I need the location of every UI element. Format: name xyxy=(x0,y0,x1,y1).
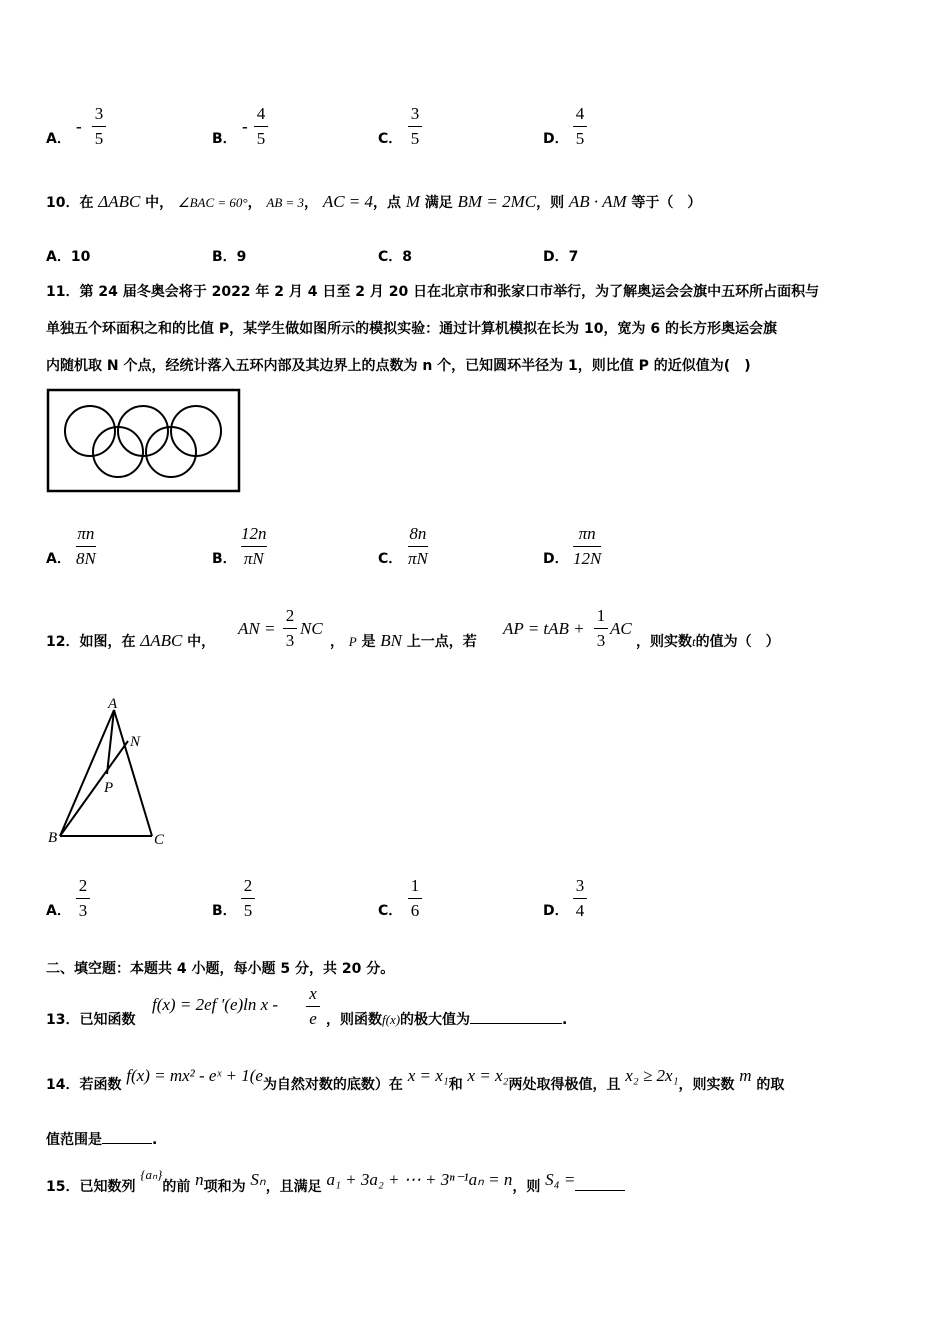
q11-option-a-label: A． xyxy=(46,551,71,567)
q14-answer-blank[interactable] xyxy=(102,1143,152,1144)
q15-answer-blank[interactable] xyxy=(575,1190,625,1191)
q12-option-b-label: B． xyxy=(212,903,237,919)
q11-option-b-label: B． xyxy=(212,551,237,567)
q12-option-c-fraction: 1 6 xyxy=(408,876,422,921)
q13-answer-blank[interactable] xyxy=(470,1023,562,1024)
side-ac xyxy=(114,710,152,836)
q9-option-c-label: C． xyxy=(378,131,403,147)
q9-option-a-label: A． xyxy=(46,131,71,147)
q12-cond1-rhs: NC xyxy=(300,619,323,638)
q9-option-c-fraction: 3 5 xyxy=(408,104,422,149)
q12-cond1-fraction: 2 3 xyxy=(283,606,297,651)
q11-option-c-fraction: 8n πN xyxy=(408,524,428,568)
q12-middle-text: ， P 是 BN 上一点，若 xyxy=(330,631,477,650)
q9-option-b-sign: - xyxy=(242,117,248,136)
q10-option-b: B．9 xyxy=(212,249,247,265)
vertex-c-label: C xyxy=(154,832,165,848)
section-2-heading: 二、填空题：本题共 4 小题，每小题 5 分，共 20 分。 xyxy=(46,961,395,977)
q10-option-a: A．10 xyxy=(46,249,91,265)
q12-option-d-label: D． xyxy=(543,903,569,919)
vertex-b-label: B xyxy=(48,830,58,846)
q9-option-b-fraction: 4 5 xyxy=(254,104,268,149)
q12-option-b-fraction: 2 5 xyxy=(241,876,255,921)
q9-option-a-sign: - xyxy=(76,117,82,136)
q12-option-c-label: C． xyxy=(378,903,403,919)
point-n-label: N xyxy=(130,734,141,750)
triangle-figure xyxy=(46,694,176,848)
q11-line-1: 11．第 24 届冬奥会将于 2022 年 2 月 4 日至 2 月 20 日在北京市和张家口市举行，为了解奥运会会旗中五环所占面积与 xyxy=(46,284,820,300)
q13-number: 13．已知函数 xyxy=(46,1012,136,1028)
q12-option-d-fraction: 3 4 xyxy=(573,876,587,921)
q9-option-d-label: D． xyxy=(543,131,569,147)
q12-cond1-lhs: AN = xyxy=(238,619,276,638)
q11-option-b-fraction: 12n πN xyxy=(241,524,267,568)
q11-line-2: 单独五个环面积之和的比值 P，某学生做如图所示的模拟实验：通过计算机模拟在长为 10，宽为 6 的长方形奥运会旗 xyxy=(46,321,777,337)
q9-option-b-label: B． xyxy=(212,131,237,147)
q10-option-d: D．7 xyxy=(543,249,579,265)
q12-option-a-label: A． xyxy=(46,903,71,919)
q12-cond2-lhs: AP = tAB + xyxy=(503,619,585,638)
question-12: 12．如图，在 ΔABC 中， xyxy=(46,631,216,650)
point-p-label: P xyxy=(104,780,114,796)
ring-1 xyxy=(65,406,115,456)
q13-fraction: x e xyxy=(306,984,320,1029)
q12-cond2-rhs: AC xyxy=(610,619,632,638)
q12-option-a-fraction: 2 3 xyxy=(76,876,90,921)
question-14: 14．若函数 f(x) = mx² - eˣ + 1(e为自然对数的底数）在 x = x₁和 x = x₂两处取得极值，且 x₂ ≥ 2x₁，则实数 m 的取 xyxy=(46,1066,785,1093)
vertex-a-label: A xyxy=(108,696,118,712)
olympic-rings-figure xyxy=(46,388,242,494)
q11-option-d-fraction: πn 12N xyxy=(573,524,602,568)
q11-option-c-label: C． xyxy=(378,551,403,567)
q12-end-text: ，则实数t的值为（ ） xyxy=(636,634,780,650)
q9-option-d-fraction: 4 5 xyxy=(573,104,587,149)
q11-option-d-label: D． xyxy=(543,551,569,567)
q13-function: f(x) = 2ef ′(e)ln x - xyxy=(152,995,279,1014)
q14-line-2: 值范围是 . xyxy=(46,1132,158,1148)
q9-option-a-fraction: 3 5 xyxy=(92,104,106,149)
question-15: 15．已知数列 {aₙ}的前 n项和为 Sₙ，且满足 a₁ + 3a₂ + ⋯ + 3ⁿ⁻¹aₙ = n，则 S₄ = xyxy=(46,1176,625,1196)
q13-end-text: ，则函数f(x)的极大值为 . xyxy=(326,1012,568,1028)
q10-option-c: C．8 xyxy=(378,249,413,265)
question-10: 10．在 ΔABC 中， ∠BAC = 60°， AB = 3， AC = 4，点 M 满足 BM = 2MC，则 AB · AM 等于（ ） xyxy=(46,192,702,211)
q12-cond2-fraction: 1 3 xyxy=(594,606,608,651)
q11-line-3: 内随机取 N 个点，经统计落入五环内部及其边界上的点数为 n 个，已知圆环半径为 1，则比值 P 的近似值为( ) xyxy=(46,358,751,374)
q11-option-a-fraction: πn 8N xyxy=(76,524,96,568)
